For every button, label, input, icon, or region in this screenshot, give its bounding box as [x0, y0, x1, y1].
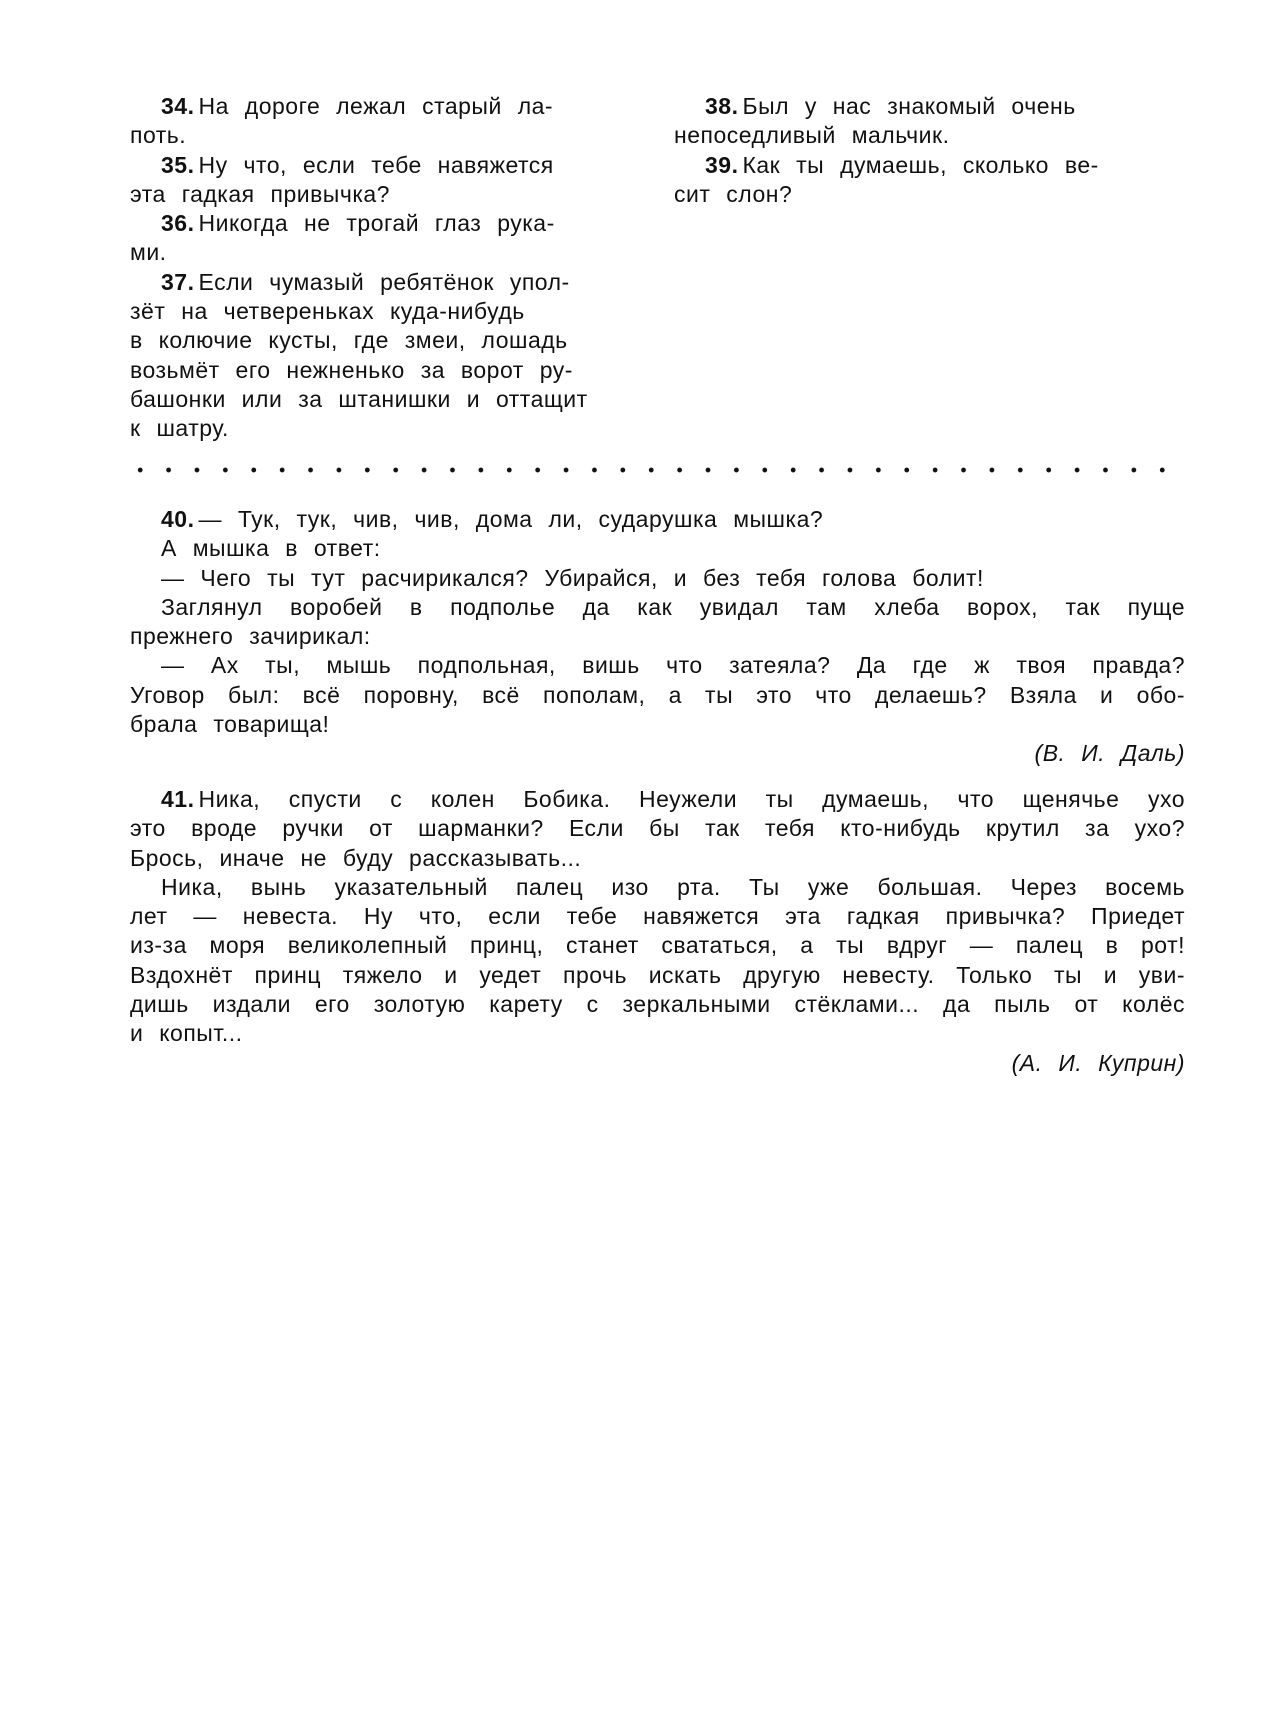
sentence-37-line-1 — [130, 268, 632, 297]
sentence-35-line-2: эта гадкая привычка? — [130, 180, 390, 207]
sentence-38-line-1 — [674, 92, 1156, 121]
dotted-separator — [126, 466, 1176, 474]
ex41-line-3: Брось, иначе не буду рассказывать... — [130, 844, 582, 871]
attribution-kuprin: (А. И. Куприн) — [1011, 1049, 1185, 1076]
left-column — [130, 92, 632, 444]
ex41-line-4: Ника, вынь указательный палец изо рта. Ты уже большая. Через восемь — [161, 873, 1185, 900]
sentence-37-line-5: башонки или за штанишки и оттащит — [130, 385, 588, 412]
sentence-35-line-1 — [130, 151, 632, 180]
sentence-39-line-2: сит слон? — [674, 180, 793, 207]
sentence-34-line-2: поть. — [130, 122, 187, 149]
ex41-line-6: из-за моря великолепный принц, станет свататься, а ты вдруг — палец в рот! — [130, 932, 1185, 959]
sentence-37-line-2: зёт на четвереньках куда-нибудь — [130, 298, 525, 325]
ex41-line-9: и копыт... — [130, 1020, 243, 1047]
sentence-39-line-1 — [674, 151, 1156, 180]
exercise-number: 40. — [161, 506, 195, 532]
sentence-number: 34. — [161, 93, 195, 119]
sentence-38-line-2: непоседливый мальчик. — [674, 122, 950, 149]
ex40-line-1 — [130, 505, 1185, 534]
sentence-37-line-6: к шатру. — [130, 415, 229, 442]
line-text: Ну что, если тебе навяжется — [198, 151, 554, 178]
sentence-37-line-4: возьмёт его нежненько за ворот ру- — [130, 356, 573, 383]
exercise-41 — [130, 785, 1185, 1078]
sentence-36-line-1 — [130, 209, 632, 238]
sentence-36-line-2: ми. — [130, 239, 167, 266]
line-text: Ника, спусти с колен Бобика. Неужели ты думаешь, что щенячье ухо — [198, 786, 1185, 812]
sentence-number: 39. — [705, 151, 739, 178]
ex41-line-8: дишь издали его золотую карету с зеркальными стёклами... да пыль от колёс — [130, 991, 1185, 1018]
line-text: — Тук, тук, чив, чив, дома ли, сударушка мышка? — [198, 506, 824, 532]
ex40-line-6: — Ах ты, мышь подпольная, вишь что затеяла? Да где ж твоя правда? — [161, 652, 1185, 679]
ex41-line-7: Вздохнёт принц тяжело и уедет прочь искать другую невесту. Только ты и уви- — [130, 961, 1185, 988]
sentence-number: 36. — [161, 210, 195, 237]
ex40-line-5: прежнего зачирикал: — [130, 623, 371, 650]
sentence-number: 37. — [161, 268, 195, 295]
line-text: На дороге лежал старый ла- — [198, 93, 554, 119]
line-text: Как ты думаешь, сколько ве- — [742, 151, 1099, 178]
sentence-34-line-1 — [130, 92, 632, 121]
line-text: Был у нас знакомый очень — [742, 93, 1076, 119]
sentence-37-line-3: в колючие кусты, где змеи, лошадь — [130, 327, 568, 354]
ex40-line-7: Уговор был: всё поровну, всё пополам, а ты это что делаешь? Взяла и обо- — [130, 681, 1185, 708]
exercise-40 — [130, 505, 1185, 769]
ex41-line-1 — [130, 785, 1185, 814]
ex41-line-2: это вроде ручки от шарманки? Если бы так тебя кто-нибудь крутил за ухо? — [130, 815, 1185, 842]
sentence-number: 35. — [161, 151, 195, 178]
ex40-line-4: Заглянул воробей в подполье да как увидал там хлеба ворох, так пуще — [161, 593, 1185, 620]
line-text: Никогда не трогай глаз рука- — [198, 210, 555, 237]
exercise-number: 41. — [161, 786, 195, 812]
ex40-line-2: А мышка в ответ: — [161, 535, 381, 562]
attribution-dal: (В. И. Даль) — [1034, 740, 1185, 767]
ex41-line-5: лет — невеста. Ну что, если тебе навяжется эта гадкая привычка? Приедет — [130, 903, 1185, 930]
ex40-line-8: брала товарища! — [130, 711, 330, 738]
ex40-line-3: — Чего ты тут расчирикался? Убирайся, и без тебя голова болит! — [161, 564, 984, 591]
sentence-number: 38. — [705, 93, 739, 119]
right-column — [674, 92, 1156, 209]
line-text: Если чумазый ребятёнок упол- — [198, 268, 570, 295]
